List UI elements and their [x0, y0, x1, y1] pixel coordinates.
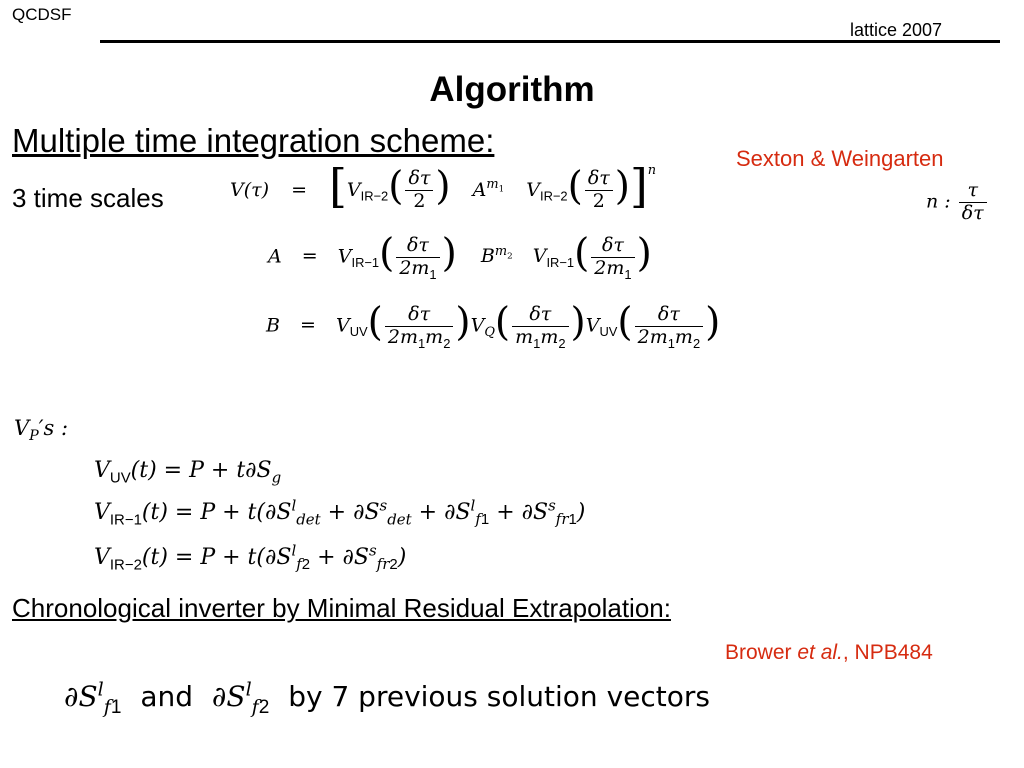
eq2-lhs: A — [268, 245, 282, 268]
eq3-frac1: $\frac{\delta\tau}{2m_1m_2}$ — [385, 304, 454, 349]
vuv-rhs-sub: g — [271, 468, 282, 487]
eq3-frac2-den: m — [515, 325, 534, 348]
eq1-v2-sub: IR−2 — [539, 188, 568, 204]
citation-brower-suffix: , NPB484 — [842, 641, 933, 664]
note-n-frac — [959, 180, 987, 225]
page-title: Algorithm — [429, 70, 595, 109]
eq1-power: n — [647, 163, 657, 179]
vps-label — [14, 416, 69, 445]
vir2-lhs: V — [94, 545, 110, 570]
eq2-b: B — [480, 245, 495, 268]
equation-a — [268, 230, 652, 282]
eq2-v2-sub: IR−1 — [546, 255, 575, 271]
note-n-label: n : — [926, 190, 951, 213]
eq3-v1: V — [335, 314, 350, 337]
eq1-frac2 — [585, 168, 613, 213]
citation-brower-prefix: Brower — [725, 641, 798, 664]
vps-label-rest: ′s : — [38, 416, 69, 440]
bottom-and: and — [140, 680, 193, 713]
eq1-a: A — [472, 178, 487, 201]
eq3-v2-sub: UV — [599, 324, 618, 340]
eq1-lhs: V(τ) — [230, 178, 270, 201]
eq1-right-bracket: ] — [629, 160, 648, 213]
eq3-v1-sub: UV — [349, 324, 368, 340]
vir2-sub: IR−2 — [109, 556, 142, 574]
eq3-vq: V — [470, 314, 485, 337]
eq3-paren: ) — [455, 299, 471, 345]
note-n-num: τ — [959, 180, 987, 203]
eq1-v1-sub: IR−2 — [360, 188, 389, 204]
vps-label-sub: P — [29, 428, 39, 445]
equation-v-ir2: $V_{IR-2}(t) = P + t(\partial S^l_{f2} + \partial S^s_{fr2})$ — [94, 541, 407, 574]
eq3-v2: V — [585, 314, 600, 337]
eq3-frac1-num: δτ — [385, 304, 454, 327]
eq2-paren: ( — [574, 230, 590, 276]
eq1-frac1 — [405, 168, 433, 213]
eq3-equals: = — [300, 314, 316, 337]
eq3-lhs: B — [266, 314, 280, 337]
vps-label-v: V — [14, 416, 30, 440]
eq2-frac2-den-sub: 1 — [624, 266, 632, 282]
bottom-rest: by 7 previous solution vectors — [288, 680, 710, 713]
vuv-lhs: V — [94, 458, 110, 483]
header-right: lattice 2007 — [850, 20, 943, 40]
header-rule — [100, 40, 1000, 43]
eq1-frac2-num: δτ — [585, 168, 613, 191]
eq2-equals: = — [301, 245, 318, 268]
section-heading-integration: Multiple time integration scheme: — [12, 122, 495, 159]
eq1-a-sup-sub: 1 — [498, 185, 505, 196]
eq3-paren: ( — [367, 299, 383, 345]
eq2-paren: ) — [636, 230, 652, 276]
eq2-v2: V — [532, 245, 547, 268]
eq1-equals: = — [291, 178, 308, 201]
eq3-frac2-num: δτ — [512, 304, 568, 327]
citation-brower-italic: et al. — [797, 641, 843, 664]
eq2-frac1-num: δτ — [396, 235, 439, 258]
eq1-paren: ( — [567, 164, 583, 210]
eq3-vq-sub: Q — [484, 325, 495, 341]
eq1-left-bracket: [ — [329, 160, 347, 213]
section-heading-inverter: Chronological inverter by Minimal Residual Extrapolation: — [12, 593, 671, 623]
label-time-scales: 3 time scales — [12, 183, 164, 213]
eq2-v1-sub: IR−1 — [351, 255, 380, 271]
bottom-statement: $\partial S^l_{f1}$ and $\partial S^l_{f2}$ by 7 previous solution vectors — [64, 678, 710, 718]
vuv-rhs: (t) = P + t∂S — [130, 458, 272, 483]
eq1-frac1-num: δτ — [405, 168, 433, 191]
eq2-paren: ( — [379, 230, 395, 276]
equation-v-ir1: $V_{IR-1}(t) = P + t(\partial S^l_{det} + \partial S^s_{det} + \partial S^l_{f1} + \partial S^s_{fr1})$ — [94, 496, 586, 529]
eq1-paren: ) — [435, 164, 451, 210]
eq3-paren: ( — [617, 299, 633, 345]
eq2-frac2 — [591, 235, 634, 280]
eq3-paren: ( — [494, 299, 511, 345]
eq1-v2: V — [526, 178, 540, 201]
equation-v-tau — [230, 160, 657, 214]
eq2-frac2-den: 2m — [594, 256, 625, 279]
eq1-v1: V — [346, 178, 361, 201]
eq2-frac1-den: 2m — [399, 256, 430, 279]
eq2-b-sup: m — [494, 244, 508, 260]
citation-brower — [725, 641, 933, 665]
eq1-paren: ( — [388, 164, 404, 210]
eq2-paren: ) — [441, 230, 457, 276]
eq2-b-sup-sub: 2 — [507, 251, 513, 262]
eq1-frac2-den: 2 — [592, 190, 605, 213]
eq3-frac3-num: δτ — [635, 304, 704, 327]
eq2-v1: V — [337, 245, 352, 268]
note-n-definition — [926, 180, 989, 225]
equation-b — [266, 299, 721, 351]
eq3-frac1-den: 2m — [387, 325, 418, 348]
citation-sexton-weingarten: Sexton & Weingarten — [736, 146, 944, 171]
eq3-frac2: $\frac{\delta\tau}{m_1m_2}$ — [512, 304, 568, 349]
eq2-frac1-den-sub: 1 — [429, 266, 437, 282]
eq3-paren: ) — [705, 299, 721, 345]
vuv-sub: UV — [109, 469, 131, 487]
eq3-frac3: $\frac{\delta\tau}{2m_1m_2}$ — [635, 304, 704, 349]
eq1-paren: ) — [614, 164, 630, 210]
eq2-frac1 — [396, 235, 439, 280]
vir1-lhs: V — [94, 500, 110, 525]
eq3-frac3-den: 2m — [637, 325, 668, 348]
eq3-paren: ) — [570, 299, 586, 345]
eq1-a-sup: m — [486, 177, 499, 193]
equation-v-uv — [94, 458, 282, 487]
eq2-frac2-num: δτ — [591, 235, 634, 258]
header-left: QCDSF — [12, 5, 72, 24]
note-n-den: δτ — [961, 201, 984, 224]
eq1-frac1-den: 2 — [413, 190, 426, 213]
vir1-sub: IR−1 — [109, 511, 142, 529]
